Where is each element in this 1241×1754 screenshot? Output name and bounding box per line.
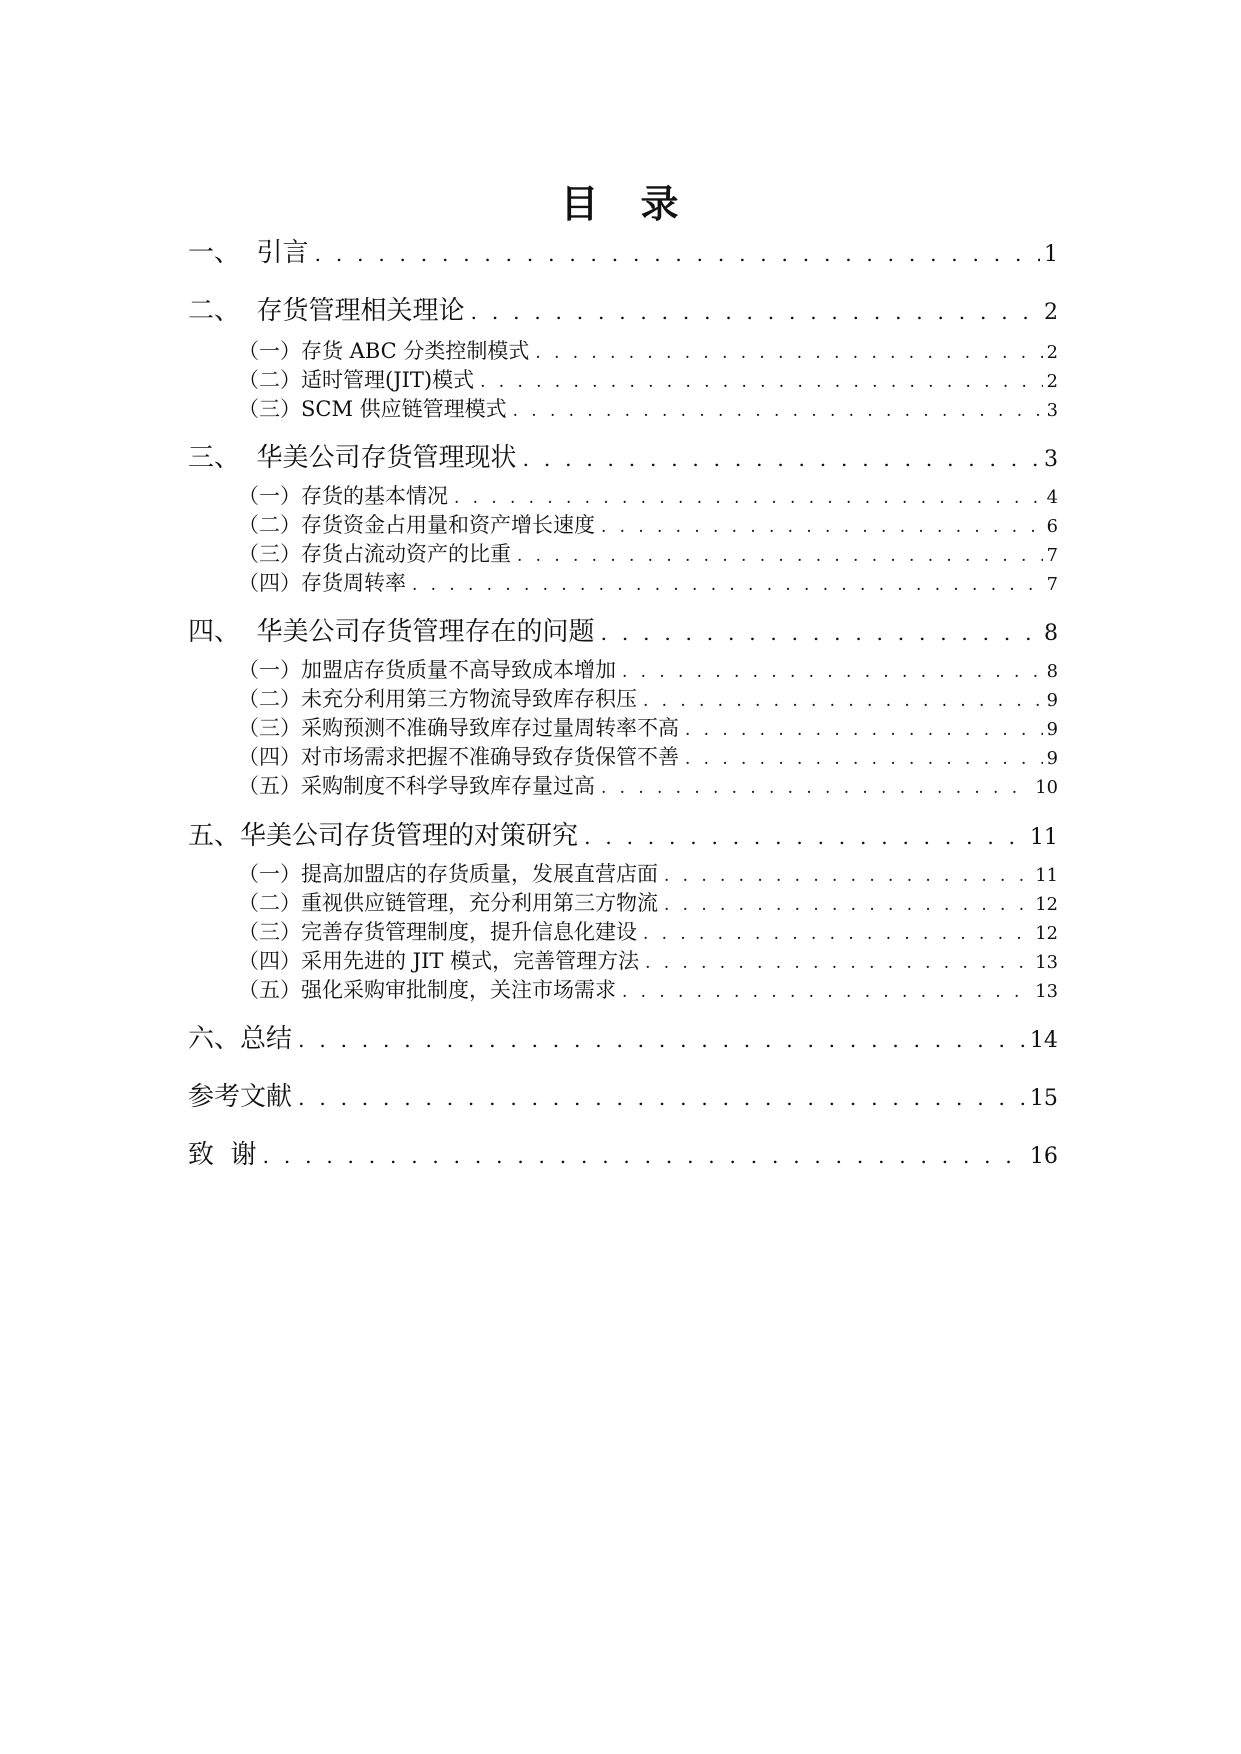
toc-dot-leader <box>471 300 1040 324</box>
toc-page-number: 12 <box>1035 923 1058 944</box>
toc-section-entry[interactable] <box>188 683 1058 713</box>
toc-page-number: 3 <box>1043 446 1058 472</box>
toc-section-entry[interactable] <box>188 393 1058 423</box>
toc-page-number: 11 <box>1035 865 1058 886</box>
toc-chapter-entry[interactable] <box>188 1134 1058 1171</box>
toc-entry-label: （二）重视供应链管理，充分利用第三方物流 <box>238 891 658 915</box>
toc-dot-leader <box>664 894 1031 914</box>
toc-dot-leader <box>643 690 1043 710</box>
toc-entry-label: （二）适时管理(JIT)模式 <box>238 368 475 392</box>
toc-entry-label: （三）采购预测不准确导致库存过量周转率不高 <box>238 716 679 740</box>
toc-dot-leader <box>517 545 1043 565</box>
toc-page-number: 9 <box>1046 690 1058 711</box>
toc-dot-leader <box>601 777 1031 797</box>
toc-title-char-2: 录 <box>640 182 681 226</box>
toc-entry-label: （一）存货的基本情况 <box>238 484 448 508</box>
toc-chapter-entry[interactable] <box>188 611 1058 648</box>
toc-entry-label: 一、 引言 <box>188 238 309 268</box>
toc-dot-leader <box>513 400 1043 420</box>
toc-chapter-entry[interactable] <box>188 815 1058 852</box>
toc-chapter-entry[interactable] <box>188 290 1058 327</box>
toc-entry-label: （五）采购制度不科学导致库存量过高 <box>238 774 595 798</box>
toc-chapter-entry[interactable] <box>188 1076 1058 1113</box>
toc-dot-leader <box>480 371 1043 391</box>
toc-page-number: 6 <box>1046 516 1058 537</box>
toc-entry-label: （三）SCM 供应链管理模式 <box>238 397 507 421</box>
toc-page-number: 13 <box>1035 952 1058 973</box>
toc-entry-label: （五）强化采购审批制度，关注市场需求 <box>238 978 616 1002</box>
toc-page-number: 10 <box>1035 777 1058 798</box>
toc-entry-label: （四）对市场需求把握不准确导致存货保管不善 <box>238 745 679 769</box>
toc-page-number: 7 <box>1046 545 1058 566</box>
toc-dot-leader <box>685 748 1043 768</box>
toc-page-number: 3 <box>1046 400 1058 421</box>
toc-entry-label: （一）存货 ABC 分类控制模式 <box>238 339 530 363</box>
toc-section-entry[interactable] <box>188 770 1058 800</box>
toc-dot-leader <box>523 447 1040 471</box>
toc-dot-leader <box>601 516 1043 536</box>
toc-page-number: 4 <box>1046 487 1058 508</box>
toc-entry-label: 三、 华美公司存货管理现状 <box>188 443 517 473</box>
toc-page-number: 9 <box>1046 719 1058 740</box>
toc-chapter-entry[interactable] <box>188 437 1058 474</box>
toc-entry-label: （三）完善存货管理制度，提升信息化建设 <box>238 920 637 944</box>
toc-entry-label: 二、 存货管理相关理论 <box>188 296 465 326</box>
toc-entry-label: 六、总结 <box>188 1024 293 1054</box>
toc-dot-leader <box>622 981 1031 1001</box>
toc-section-entry[interactable] <box>188 654 1058 684</box>
toc-entry-label: （一）加盟店存货质量不高导致成本增加 <box>238 658 616 682</box>
toc-page-number: 16 <box>1029 1143 1058 1169</box>
toc-entry-label: 参考文献 <box>188 1082 293 1112</box>
toc-dot-leader <box>298 1086 1026 1110</box>
toc-dot-leader <box>645 952 1031 972</box>
toc-page-number: 2 <box>1046 371 1058 392</box>
toc-section-entry[interactable] <box>188 712 1058 742</box>
toc-dot-leader <box>685 719 1043 739</box>
toc-dot-leader <box>643 923 1031 943</box>
toc-dot-leader <box>601 621 1040 645</box>
toc-dot-leader <box>535 342 1042 362</box>
toc-dot-leader <box>298 1028 1026 1052</box>
toc-dot-leader <box>584 825 1026 849</box>
toc-section-entry[interactable] <box>188 480 1058 510</box>
toc-entry-label: （二）未充分利用第三方物流导致库存积压 <box>238 687 637 711</box>
toc-section-entry[interactable] <box>188 567 1058 597</box>
toc-section-entry[interactable] <box>188 335 1058 365</box>
toc-section-entry[interactable] <box>188 364 1058 394</box>
toc-dot-leader <box>454 487 1043 507</box>
toc-chapter-entry[interactable] <box>188 1018 1058 1055</box>
toc-section-entry[interactable] <box>188 945 1058 975</box>
toc-entry-label: 致 谢 <box>188 1140 257 1170</box>
toc-section-entry[interactable] <box>188 974 1058 1004</box>
toc-page-number: 14 <box>1029 1027 1058 1053</box>
toc-dot-leader <box>315 242 1040 266</box>
toc-page-number: 7 <box>1046 574 1058 595</box>
toc-entry-label: （四）采用先进的 JIT 模式，完善管理方法 <box>238 949 640 973</box>
toc-title-char-1: 目 <box>560 182 601 226</box>
toc-page-number: 8 <box>1046 661 1058 682</box>
toc-section-entry[interactable] <box>188 887 1058 917</box>
toc-page-number: 15 <box>1029 1085 1058 1111</box>
toc-page-number: 8 <box>1043 620 1058 646</box>
toc-section-entry[interactable] <box>188 538 1058 568</box>
toc-section-entry[interactable] <box>188 741 1058 771</box>
toc-dot-leader <box>263 1144 1026 1168</box>
toc-entry-label: （三）存货占流动资产的比重 <box>238 542 511 566</box>
toc-page-number: 9 <box>1046 748 1058 769</box>
toc-section-entry[interactable] <box>188 509 1058 539</box>
toc-entry-label: 五、华美公司存货管理的对策研究 <box>188 821 579 851</box>
toc-dot-leader <box>412 574 1043 594</box>
toc-page-number: 11 <box>1029 824 1058 850</box>
toc-section-entry[interactable] <box>188 916 1058 946</box>
toc-entry-label: 四、 华美公司存货管理存在的问题 <box>188 617 595 647</box>
toc-entry-label: （四）存货周转率 <box>238 571 406 595</box>
toc-page-number: 12 <box>1035 894 1058 915</box>
toc-entry-label: （一）提高加盟店的存货质量，发展直营店面 <box>238 862 658 886</box>
toc-entry-label: （二）存货资金占用量和资产增长速度 <box>238 513 595 537</box>
toc-dot-leader <box>664 865 1031 885</box>
toc-page-number: 1 <box>1043 241 1058 267</box>
toc-page-number: 2 <box>1043 299 1058 325</box>
toc-section-entry[interactable] <box>188 858 1058 888</box>
toc-page-number: 13 <box>1035 981 1058 1002</box>
toc-dot-leader <box>622 661 1043 681</box>
toc-chapter-entry[interactable] <box>188 232 1058 269</box>
toc-page-number: 2 <box>1046 342 1058 363</box>
